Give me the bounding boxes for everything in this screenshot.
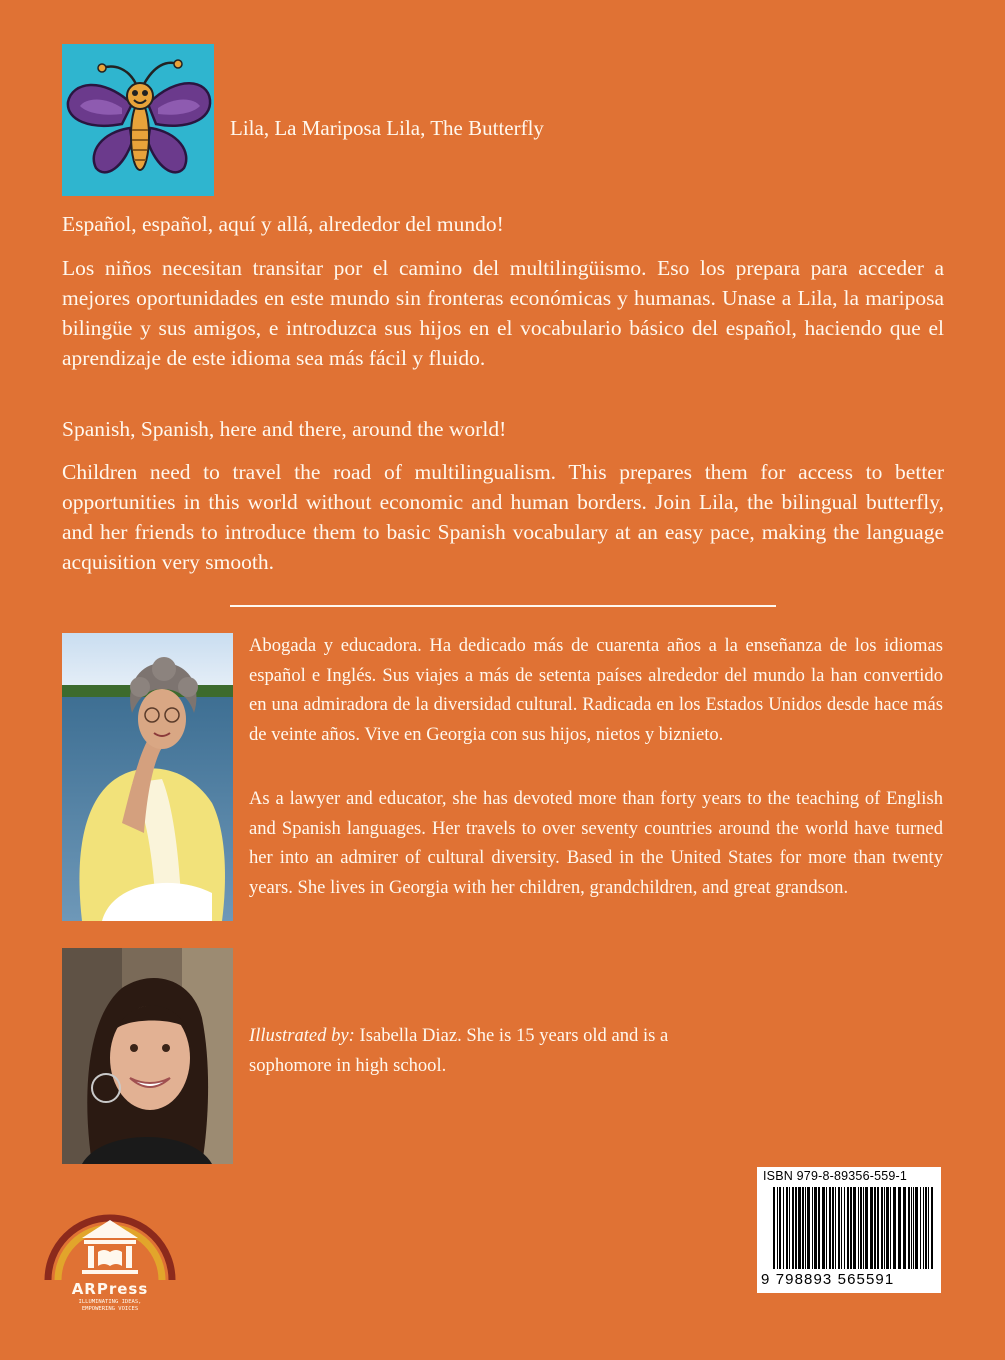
isbn-label: ISBN 979-8-89356-559-1	[763, 1169, 908, 1183]
illustrator-credit	[249, 1021, 729, 1081]
spanish-body: Los niños necesitan transitar por el camino del multilingüismo. Eso los prepara para acceder a mejores oportunidades en este mundo sin fronteras económicas y humanas. Unase a Lila, la mariposa bilingüe y sus amigos, e introduzca sus hijos en el vocabulario básico del español, haciendo que el aprendizaje de este idioma sea más fácil y fluido.	[62, 256, 944, 370]
publisher-tagline: ILLUMINATING IDEAS, EMPOWERING VOICES	[78, 1299, 142, 1312]
author-bio-spanish: Abogada y educadora. Ha dedicado más de cuarenta años a la enseñanza de los idiomas español e Inglés. Sus viajes a más de setenta países alrededor del mundo la han convertido en una admiradora de la diversidad cultural. Radicada en los Estados Unidos desde hace más de veinte años. Vive en Georgia con sus hijos, nietos y biznieto.	[249, 635, 943, 745]
isbn-digits: 9 798893 565591	[761, 1271, 895, 1288]
author-bio-english: As a lawyer and educator, she has devoted more than forty years to the teaching of English and Spanish languages. Her travels to over seventy countries around the world have turned her into an admirer of cultural diversity. Based in the United States for more than twenty years. She lives in Georgia with her children, grandchildren, and great grandson.	[249, 788, 943, 898]
english-body: Children need to travel the road of multilingualism. This prepares them for access to better opportunities in this world without economic and human borders. Join Lila, the bilingual butterfly, and her friends to introduce them to basic Spanish vocabulary at an easy pace, making the language acquisition very smooth.	[62, 460, 944, 574]
spanish-heading: Español, español, aquí y allá, alrededor del mundo!	[62, 212, 504, 236]
isbn-barcode	[757, 1167, 941, 1293]
illustrator-text: Isabella Diaz. She is 15 years old and is a sophomore in high school.	[249, 1025, 669, 1076]
english-heading: Spanish, Spanish, here and there, around the world!	[62, 417, 507, 441]
publisher-logo	[42, 1192, 178, 1322]
author-photo	[62, 633, 233, 921]
illustrator-prefix: Illustrated by:	[249, 1025, 355, 1046]
book-title: Lila, La Mariposa Lila, The Butterfly	[230, 116, 544, 140]
butterfly-illustration	[62, 44, 214, 196]
publisher-name: ARPress	[71, 1280, 149, 1298]
illustrator-photo	[62, 948, 233, 1164]
divider	[230, 605, 776, 607]
butterfly-icon	[62, 44, 214, 196]
